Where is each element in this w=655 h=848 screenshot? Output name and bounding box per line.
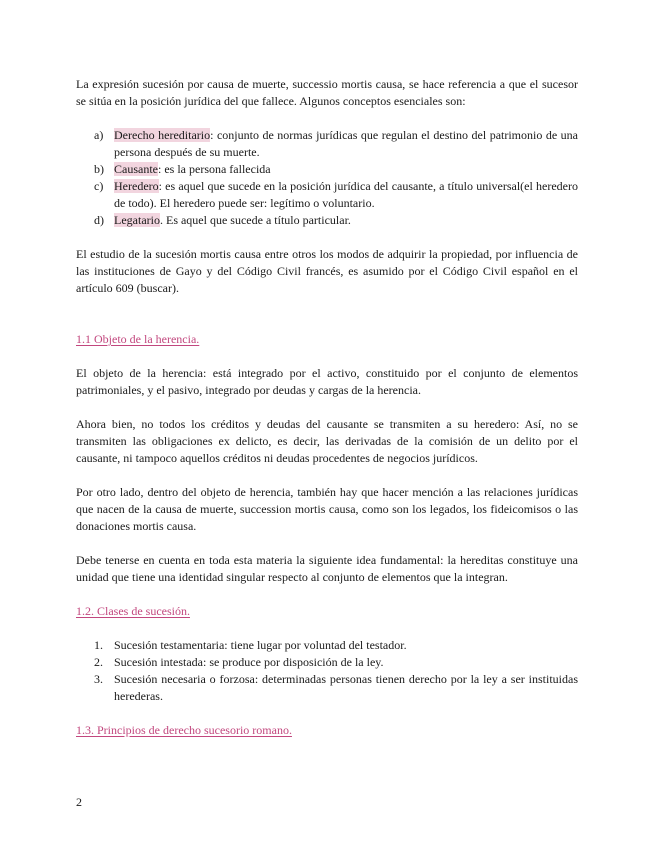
list-item [76,654,578,671]
section-heading-objeto: 1.1 Objeto de la herencia. [76,332,200,346]
list-item [76,671,578,705]
highlighted-term: Causante [114,162,158,176]
list-item-text: Sucesión intestada: se produce por disposición de la ley. [114,655,384,669]
concept-item [76,161,578,178]
list-item-text: Sucesión necesaria o forzosa: determinadas personas tienen derecho por la ley a ser instituidas herederas. [114,672,578,703]
list-marker: b) [94,162,104,176]
concept-definition: : es la persona fallecida [158,162,271,176]
highlighted-term: Derecho hereditario [114,128,211,142]
study-paragraph: El estudio de la sucesión mortis causa entre otros los modos de adquirir la propiedad, por influencia de las instituciones de Gayo y del Código Civil francés, es asumido por el Código Civil español en el artículo 609 (buscar). [76,247,578,295]
concept-item [76,212,578,229]
highlighted-term: Heredero [114,179,159,193]
concept-list [76,127,578,229]
page-number: 2 [76,795,82,809]
section-heading-clases: 1.2. Clases de sucesión. [76,604,190,618]
concept-item [76,127,578,161]
list-marker: 3. [94,672,103,686]
concept-definition: : es aquel que sucede en la posición jurídica del causante, a título universal(el heredero de todo). El heredero puede ser: legítimo o voluntario. [114,179,578,210]
concept-definition: . Es aquel que sucede a título particular. [159,213,351,227]
concept-item [76,178,578,212]
body-paragraph: Por otro lado, dentro del objeto de herencia, también hay que hacer mención a las relaciones jurídicas que nacen de la causa de muerte, succession mortis causa, como son los legados, los fideicomisos o las donaciones mortis causa. [76,485,578,533]
succession-types-list [76,637,578,705]
list-item-text: Sucesión testamentaria: tiene lugar por voluntad del testador. [114,638,407,652]
body-paragraph: Ahora bien, no todos los créditos y deudas del causante se transmiten a su heredero: Así, no se transmiten las obligaciones ex delicto, es decir, las derivadas de la comisión de un delito por el causante, ni tampoco aquellos créditos ni deudas procedentes de negocios jurídicos. [76,417,578,465]
intro-paragraph: La expresión sucesión por causa de muerte, successio mortis causa, se hace referencia a que el sucesor se sitúa en la posición jurídica del que fallece. Algunos conceptos esenciales son: [76,77,578,108]
list-marker: 2. [94,655,103,669]
body-paragraph: El objeto de la herencia: está integrado por el activo, constituido por el conjunto de elementos patrimoniales, y el pasivo, integrado por deudas y cargas de la herencia. [76,366,578,397]
list-marker: 1. [94,638,103,652]
section-heading-principios: 1.3. Principios de derecho sucesorio romano. [76,723,292,737]
list-marker: c) [94,179,104,193]
concept-definition: : conjunto de normas jurídicas que regulan el destino del patrimonio de una persona después de su muerte. [114,128,579,159]
list-marker: a) [94,128,104,142]
body-paragraph: Debe tenerse en cuenta en toda esta materia la siguiente idea fundamental: la hereditas constituye una unidad que tiene una identidad singular respecto al conjunto de elementos que la integran. [76,553,578,584]
list-item [76,637,578,654]
list-marker: d) [94,213,104,227]
page-content [76,76,578,739]
highlighted-term: Legatario [114,213,160,227]
